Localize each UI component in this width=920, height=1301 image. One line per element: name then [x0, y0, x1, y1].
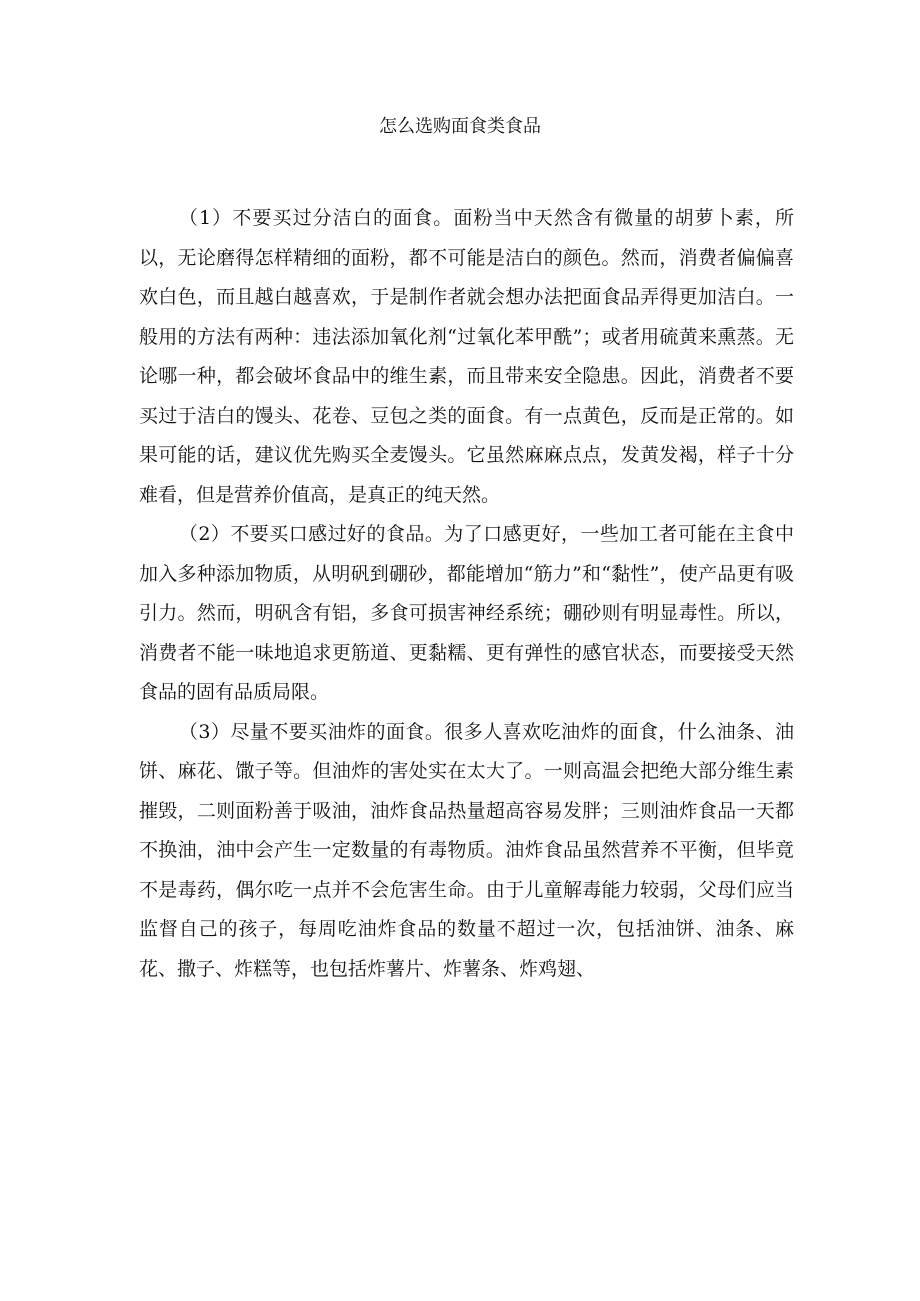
document-title: 怎么选购面食类食品 [379, 116, 541, 137]
document-body [139, 199, 794, 989]
paragraph-1: （1）不要买过分洁白的面食。面粉当中天然含有微量的胡萝卜素，所以，无论磨得怎样精细的面粉，都不可能是洁白的颜色。然而，消费者偏偏喜欢白色，而且越白越喜欢，于是制作者就会想办法把面食品弄得更加洁白。一般用的方法有两种：违法添加氧化剂“过氧化苯甲酰”；或者用硫黄来熏蒸。无论哪一种，都会破坏食品中的维生素，而且带来安全隐患。因此，消费者不要买过于洁白的馒头、花卷、豆包之类的面食。有一点黄色，反而是正常的。如果可能的话，建议优先购买全麦馒头。它虽然麻麻点点，发黄发褐，样子十分难看，但是营养价值高，是真正的纯天然。 [139, 207, 794, 506]
paragraph-2: （2）不要买口感过好的食品。为了口感更好，一些加工者可能在主食中加入多种添加物质，从明矾到硼砂，都能增加“筋力”和“黏性”，使产品更有吸引力。然而，明矾含有铝，多食可损害神经系统；硼砂则有明显毒性。所以，消费者不能一味地追求更筋道、更黏糯、更有弹性的感官状态，而要接受天然食品的固有品质局限。 [139, 523, 794, 703]
paragraph-3: （3）尽量不要买油炸的面食。很多人喜欢吃油炸的面食，什么油条、油饼、麻花、馓子等。但油炸的害处实在太大了。一则高温会把绝大部分维生素摧毁，二则面粉善于吸油，油炸食品热量超高容易发胖；三则油炸食品一天都不换油，油中会产生一定数量的有毒物质。油炸食品虽然营养不平衡，但毕竟不是毒药，偶尔吃一点并不会危害生命。由于儿童解毒能力较弱，父母们应当监督自己的孩子，每周吃油炸食品的数量不超过一次，包括油饼、油条、麻花、撒子、炸糕等，也包括炸薯片、炸薯条、炸鸡翅、 [139, 720, 794, 980]
